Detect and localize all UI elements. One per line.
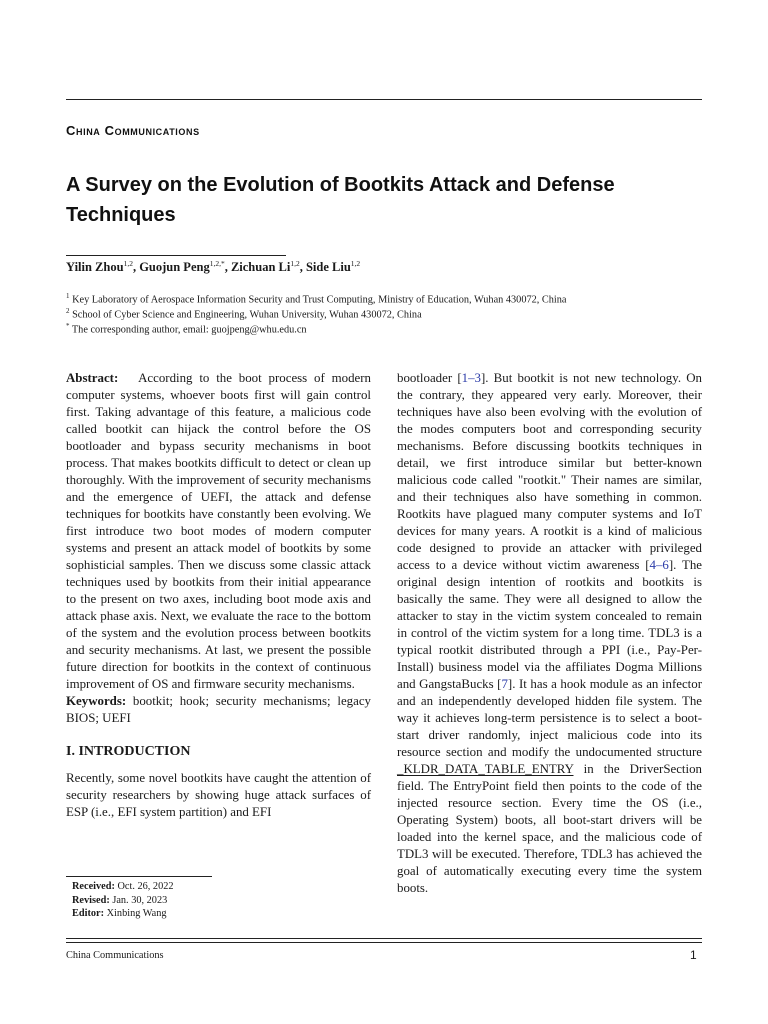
footnote-rule — [66, 876, 212, 877]
intro-paragraph-start: Recently, some novel bootkits have caught the attention of security researchers by showing huge attack surfaces of ESP (i.e., EFI system partition) and EFI — [66, 771, 371, 819]
editor-label: Editor: — [72, 908, 105, 919]
author-affil-mark: 1,2,* — [209, 259, 225, 268]
affiliation-text: School of Cyber Science and Engineering, Wuhan University, Wuhan 430072, China — [72, 309, 422, 321]
journal-name: China Communications — [66, 123, 200, 138]
citation-link[interactable]: 1–3 — [461, 371, 481, 385]
struct-name: _KLDR_DATA_TABLE_ENTRY — [397, 762, 574, 776]
editor-name: Xinbing Wang — [106, 908, 167, 919]
keywords-paragraph — [66, 693, 371, 727]
footer-rule — [66, 938, 702, 939]
affiliation-text: Key Laboratory of Aerospace Information Security and Trust Computing, Ministry of Education, Wuhan 430072, China — [72, 294, 567, 306]
citation-link[interactable]: 4–6 — [649, 558, 669, 572]
received-line — [72, 880, 174, 894]
citation-link[interactable]: 7 — [501, 677, 508, 691]
revised-date: Jan. 30, 2023 — [112, 894, 168, 906]
footer-journal: China Communications — [66, 950, 164, 961]
received-label: Received: — [72, 881, 115, 892]
paper-title: A Survey on the Evolution of Bootkits Attack and Defense Techniques — [66, 174, 615, 226]
section-heading: I. INTRODUCTION — [66, 744, 191, 759]
intro-text: bootloader [ — [397, 371, 462, 385]
intro-text: in the DriverSection field. The EntryPoint field then points to the code of the injected resource section. Every time the OS (i.e., Operating System) boots, all boot-start drivers will be loaded into the kernel space, and the malicious code of TDL3 will be executed. Therefore, TDL3 has achieved the goal of automatically executing every time the system boots. — [397, 762, 702, 895]
affiliation-2 — [66, 307, 422, 320]
affiliation-text: The corresponding author, email: guojpeng@whu.edu.cn — [71, 324, 307, 336]
corresponding-author — [66, 322, 307, 335]
author-name: Yilin Zhou — [66, 260, 124, 275]
affiliation-mark: 1 — [66, 292, 70, 300]
intro-text: ]. But bootkit is not new technology. On the contrary, they appeared very early. Moreover, their techniques have also been evolving with the evolution of the modes computers boot and corresponding security mechanisms. Before discussing bootkits techniques in detail, we first introduce similar but better-known malicious code called "rootkit." Their names are similar, and their techniques also have something in common. Rootkits have plagued many computer systems and IoT devices for many years. A rootkit is a kind of malicious code designed to provide an attacker with privileged access to a device without victim awareness [ — [397, 371, 703, 572]
keywords-label: Keywords: — [66, 694, 127, 708]
author-name: Side Liu — [305, 260, 351, 275]
author-list: Yilin Zhou$^{1,2}$, Guojun Peng$^{1,2,*}$, Zichuan Li$^{1,2}$, Side Liu$^{1,2}$ — [66, 259, 361, 275]
intro-paragraph-cont — [397, 370, 702, 897]
author-name: Zichuan Li — [230, 260, 291, 275]
affiliation-mark: 2 — [66, 307, 70, 315]
left-column — [66, 370, 371, 821]
revised-line — [72, 894, 174, 908]
submission-footnote — [72, 880, 174, 921]
author-affil-mark: 1,2 — [123, 259, 133, 268]
abstract-paragraph — [66, 370, 371, 693]
abstract-text: According to the boot process of modern computer systems, whoever boots first will gain control first. Taking advantage of this feature, a malicious code called bootkit can hijack the control before the OS bootloader and bypass security mechanisms in boot process. That makes bootkits difficult to detect or clean up thoroughly. With the improvement of security mechanisms and the emergence of UEFI, the attack and defense techniques for bootkits have constantly been evolving. We first introduce two boot modes of modern computer systems and present an attack model of bootkits by some sophisticial samples. Then we discuss some classic attack techniques used by bootkits from their initial appearance to the present on two axes, including boot mode axis and attack phase axis. Next, we evaluate the race to the bottom of the system and the evolution process between bootkits and security mechanisms. At last, we present the possible future direction for bootkits in the context of continuous improvement of OS and firmware security mechanisms. — [66, 371, 371, 691]
received-date: Oct. 26, 2022 — [117, 881, 174, 892]
abstract-label: Abstract: — [66, 371, 119, 385]
author-affil-mark: 1,2 — [290, 259, 300, 268]
revised-label: Revised: — [72, 894, 110, 906]
affiliation-1 — [66, 292, 567, 305]
title-rule — [66, 255, 286, 256]
right-column — [397, 370, 702, 897]
affiliation-mark: * — [66, 322, 70, 330]
page-number: 1 — [690, 948, 697, 962]
keywords-text: bootkit; hook; security mechanisms; legacy BIOS; UEFI — [66, 694, 371, 725]
footer-rule — [66, 942, 702, 943]
author-affil-mark: 1,2 — [350, 259, 361, 268]
author-name: Guojun Peng — [139, 260, 210, 275]
top-rule — [66, 99, 702, 100]
intro-text: ]. The original design intention of rootkits and bootkits is basically the same. They were all designed to allow the attacker to stay in the victim system concealed to remain in control of the victim system for a long time. TDL3 is a typical rootkit distributed through a PPI (i.e., Pay-Per-Install) business model via the affiliates Dogma Millions and GangstaBucks [ — [397, 558, 703, 691]
intro-text: ]. It has a hook module as an infector and an independently developed hidden file system. The way it achieves long-term persistence is to select a boot-start driver randomly, inject malicious code into its resource section and modify the undocumented structure — [397, 677, 702, 759]
editor-line — [72, 907, 174, 921]
